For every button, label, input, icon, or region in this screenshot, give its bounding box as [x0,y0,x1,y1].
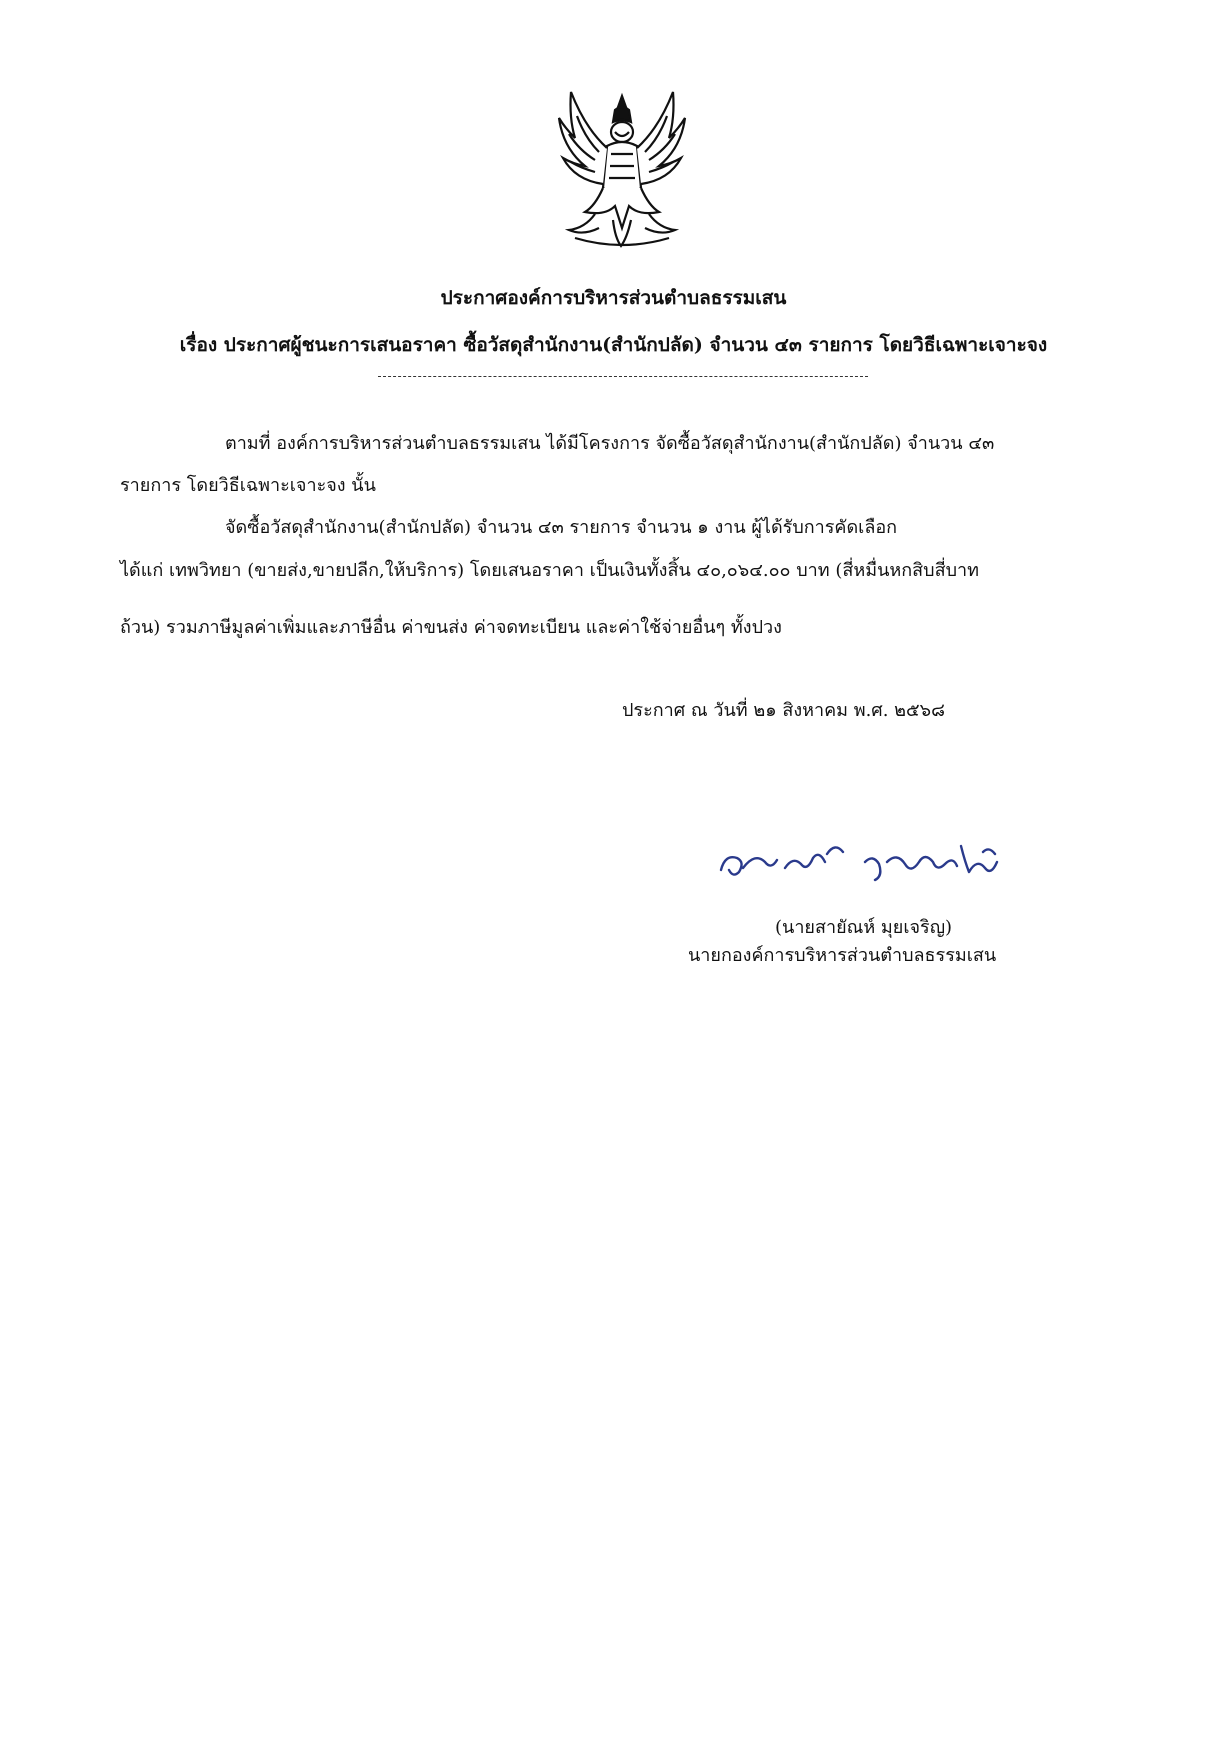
announcement-title: ประกาศองค์การบริหารส่วนตำบลธรรมเสน [440,287,787,309]
signer-name: (นายสายัณห์ มุยเจริญ) [775,917,953,938]
paragraph-2-line-3: ถ้วน) รวมภาษีมูลค่าเพิ่มและภาษีอื่น ค่าขนส่ง ค่าจดทะเบียน และค่าใช้จ่ายอื่นๆ ทั้งปวง [120,617,782,638]
announcement-date: ประกาศ ณ วันที่ ๒๑ สิงหาคม พ.ศ. ๒๕๖๘ [622,700,945,721]
garuda-emblem-icon [555,88,690,253]
signer-position: นายกองค์การบริหารส่วนตำบลธรรมเสน [688,945,997,966]
paragraph-1-line-1: ตามที่ องค์การบริหารส่วนตำบลธรรมเสน ได้มีโครงการ จัดซื้อวัสดุสำนักงาน(สำนักปลัด) จำนวน ๔๓ [225,433,995,454]
paragraph-1-line-2: รายการ โดยวิธีเฉพาะเจาะจง นั้น [120,475,376,496]
title-divider [378,376,868,377]
announcement-subject: เรื่อง ประกาศผู้ชนะการเสนอราคา ซื้อวัสดุสำนักงาน(สำนักปลัด) จำนวน ๔๓ รายการ โดยวิธีเฉพาะเจาะจง [179,334,1048,356]
paragraph-2-line-2: ได้แก่ เทพวิทยา (ขายส่ง,ขายปลีก,ให้บริการ) โดยเสนอราคา เป็นเงินทั้งสิ้น ๔๐,๐๖๔.๐๐ บาท (สี่หมื่นหกสิบสี่บาท [120,560,979,581]
handwritten-signature-icon [715,832,1045,887]
paragraph-2-line-1: จัดซื้อวัสดุสำนักงาน(สำนักปลัด) จำนวน ๔๓ รายการ จำนวน ๑ งาน ผู้ได้รับการคัดเลือก [225,517,898,538]
